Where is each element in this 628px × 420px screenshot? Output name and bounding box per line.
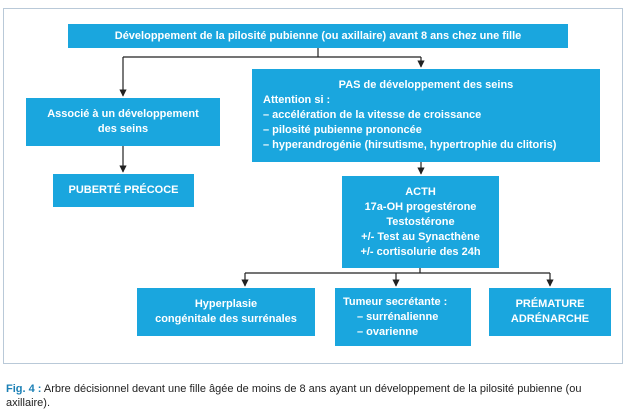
acth-line-4: +/- Test au Synacthène [361, 230, 480, 243]
tumor-line-3: – ovarienne [357, 325, 419, 338]
acth-line-2: 17a-OH progestérone [364, 200, 477, 213]
attention-item-3: – hyperandrogénie (hirsutisme, hypertrophie du clitoris) [263, 139, 557, 151]
cah-box [137, 288, 315, 336]
breast-development-box [26, 98, 220, 146]
caption-text: Arbre décisionnel devant une fille âgée de moins de 8 ans ayant un développement de la pilosité pubienne (ou axillaire). [6, 383, 582, 409]
breast-development-line-2: des seins [97, 123, 149, 135]
attention-item-2: – pilosité pubienne prononcée [263, 124, 422, 136]
cah-line-2: congénitale des surrénales [155, 313, 297, 325]
attention-item-1: – accélération de la vitesse de croissance [263, 109, 482, 121]
root-text: Développement de la pilosité pubienne (ou axillaire) avant 8 ans chez une fille [114, 29, 522, 42]
precocious-puberty-text: PUBERTÉ PRÉCOCE [68, 184, 179, 196]
no-breast-development-box [252, 69, 600, 162]
acth-line-5: +/- cortisolurie des 24h [360, 245, 481, 258]
acth-box [342, 176, 499, 268]
adrenarche-line-2: ADRÉNARCHE [510, 313, 590, 325]
figure-caption [6, 382, 622, 410]
tumor-box [335, 288, 471, 346]
acth-line-3: Testostérone [386, 215, 455, 228]
tumor-line-2: – surrénalienne [357, 310, 439, 323]
acth-line-1: ACTH [405, 185, 436, 198]
tumor-line-1: Tumeur secrétante : [343, 295, 448, 308]
premature-adrenarche-box [489, 288, 611, 336]
attention-label: Attention si : [263, 94, 331, 106]
breast-development-line-1: Associé à un développement [47, 108, 199, 120]
root-box [68, 24, 568, 48]
no-breast-title: PAS de développement des seins [338, 79, 514, 91]
adrenarche-line-1: PRÉMATURE [515, 298, 585, 310]
cah-line-1: Hyperplasie [194, 298, 258, 310]
caption-label: Fig. 4 : [6, 383, 42, 395]
precocious-puberty-box [53, 174, 194, 207]
